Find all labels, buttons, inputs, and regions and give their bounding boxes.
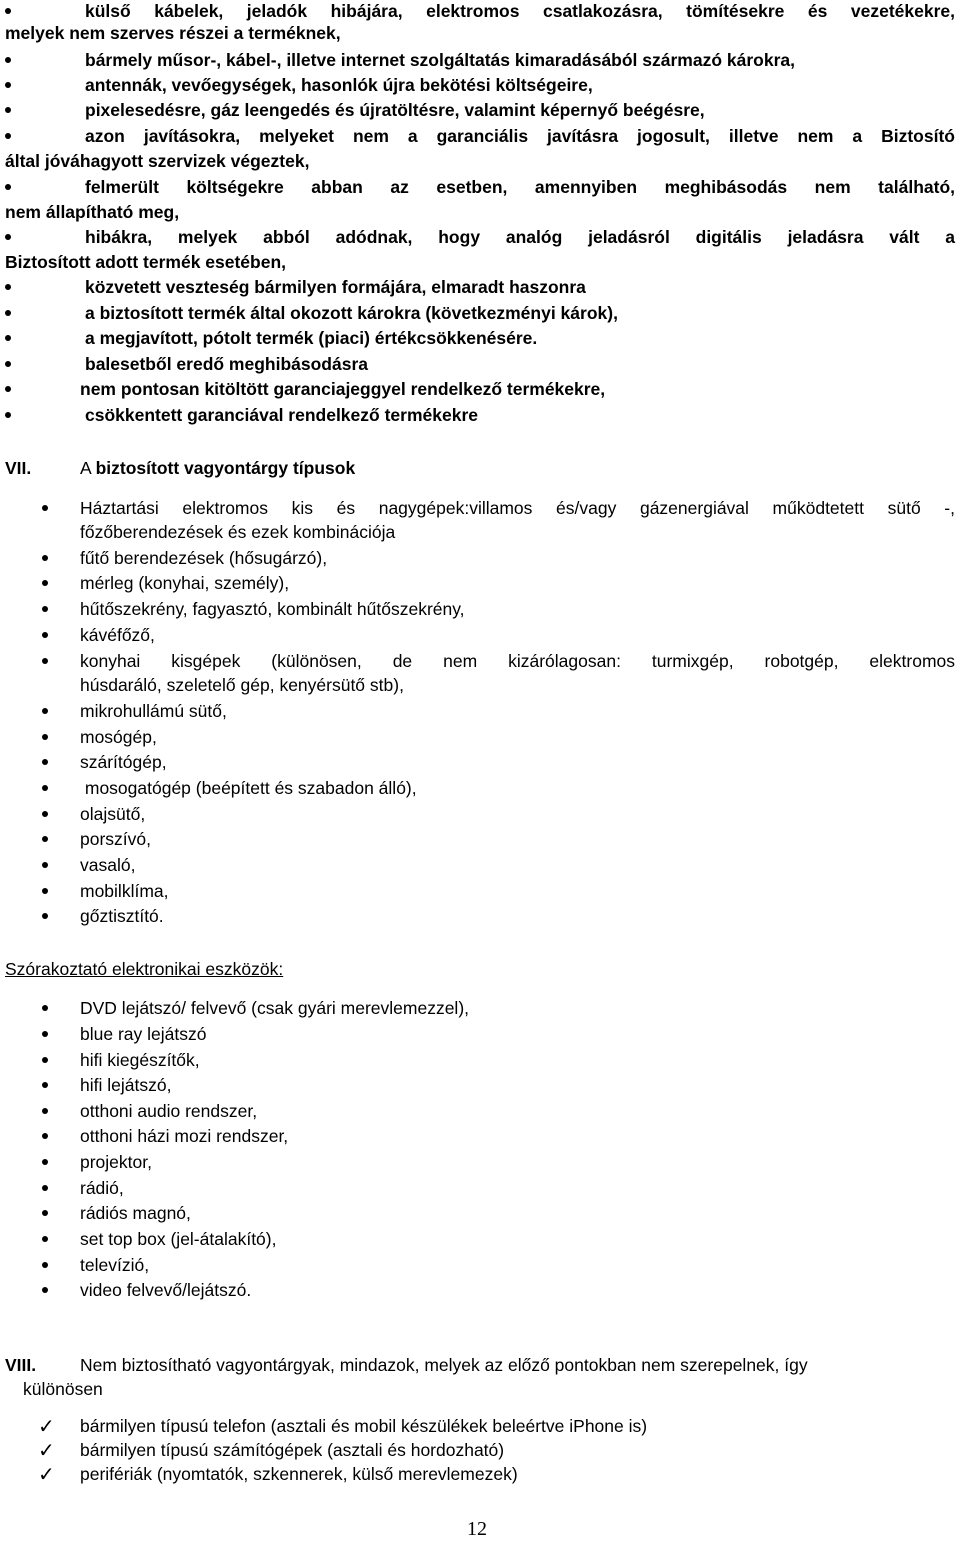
section-8-text: Nem biztosítható vagyontárgyak, mindazok, melyek az előző pontokban nem szerepelnek, így	[80, 1355, 808, 1375]
list-item: azon javításokra, melyeket nem a garanciális javításra jogosult, illetve nem a Biztosító	[85, 126, 955, 146]
list-item: balesetből eredő meghibásodásra	[85, 354, 369, 374]
list-item: fűtő berendezések (hősugárzó),	[80, 548, 328, 568]
list-item: csökkentett garanciával rendelkező termékekre	[85, 405, 478, 425]
bullet-icon	[5, 133, 11, 139]
list-item: konyhai kisgépek (különösen, de nem kizárólagosan: turmixgép, robotgép, elektromos	[80, 651, 955, 671]
list-item: video felvevő/lejátszó.	[80, 1280, 252, 1300]
list-item: hifi lejátszó,	[80, 1075, 172, 1095]
list-item: blue ray lejátszó	[80, 1024, 207, 1044]
bullet-icon	[42, 580, 48, 586]
bullet-icon	[42, 606, 48, 612]
entertainment-heading: Szórakoztató elektronikai eszközök:	[5, 959, 284, 979]
bullet-icon	[42, 785, 48, 791]
list-item: bármilyen típusú számítógépek (asztali és hordozható)	[80, 1440, 505, 1460]
list-item-cont: főzőberendezések és ezek kombinációja	[80, 522, 396, 542]
list-item: hifi kiegészítők,	[80, 1050, 200, 1070]
checkmark-icon: ✓	[38, 1438, 55, 1462]
list-item: bármilyen típusú telefon (asztali és mobil készülékek beleértve iPhone is)	[80, 1416, 648, 1436]
bullet-icon	[42, 1210, 48, 1216]
bullet-icon	[42, 555, 48, 561]
list-item: külső kábelek, jeladók hibájára, elektromos csatlakozásra, tömítésekre és vezetékekre,	[85, 1, 955, 21]
bullet-icon	[42, 836, 48, 842]
bullet-icon	[42, 505, 48, 511]
bullet-icon	[42, 1287, 48, 1293]
list-item: kávéfőző,	[80, 625, 155, 645]
list-item: perifériák (nyomtatók, szkennerek, külső merevlemezek)	[80, 1464, 518, 1484]
list-item: DVD lejátszó/ felvevő (csak gyári merevlemezzel),	[80, 998, 470, 1018]
bullet-icon	[5, 82, 11, 88]
section-7-number: VII.	[5, 458, 32, 478]
bullet-icon	[42, 811, 48, 817]
list-item: gőztisztító.	[80, 906, 164, 926]
list-item: mobilklíma,	[80, 881, 169, 901]
list-item: a megjavított, pótolt termék (piaci) értékcsökkenésére.	[85, 328, 538, 348]
list-item: bármely műsor-, kábel-, illetve internet szolgáltatás kimaradásából származó károkra,	[85, 50, 796, 70]
bullet-icon	[42, 632, 48, 638]
bullet-icon	[42, 1236, 48, 1242]
list-item: antennák, vevőegységek, hasonlók újra bekötési költségeire,	[85, 75, 593, 95]
list-item: szárítógép,	[80, 752, 167, 772]
list-item: hűtőszekrény, fagyasztó, kombinált hűtőszekrény,	[80, 599, 465, 619]
list-item-cont: által jóváhagyott szervizek végeztek,	[5, 151, 310, 171]
bullet-icon	[5, 57, 11, 63]
bullet-icon	[5, 361, 11, 367]
list-item: mosógép,	[80, 727, 157, 747]
list-item: felmerült költségekre abban az esetben, amennyiben meghibásodás nem található,	[85, 177, 955, 197]
bullet-icon	[42, 1262, 48, 1268]
bullet-icon	[42, 734, 48, 740]
list-item: nem pontosan kitöltött garanciajeggyel rendelkező termékekre,	[80, 379, 606, 399]
section-8-number: VIII.	[5, 1355, 37, 1375]
list-item: set top box (jel-átalakító),	[80, 1229, 277, 1249]
list-item: olajsütő,	[80, 804, 146, 824]
bullet-icon	[42, 1108, 48, 1114]
list-item: projektor,	[80, 1152, 152, 1172]
list-item: a biztosított termék által okozott károkra (következményi károk),	[85, 303, 618, 323]
bullet-icon	[42, 1005, 48, 1011]
list-item: mosogatógép (beépített és szabadon álló),	[80, 778, 417, 798]
list-item-cont: Biztosított adott termék esetében,	[5, 252, 287, 272]
list-item: mérleg (konyhai, személy),	[80, 573, 290, 593]
page-number: 12	[467, 1518, 487, 1540]
bullet-icon	[42, 1031, 48, 1037]
list-item: mikrohullámú sütő,	[80, 701, 227, 721]
list-item: pixelesedésre, gáz leengedés és újratöltésre, valamint képernyő beégésre,	[85, 100, 705, 120]
list-item-cont: nem állapítható meg,	[5, 202, 180, 222]
bullet-icon	[42, 1185, 48, 1191]
list-item: porszívó,	[80, 829, 151, 849]
list-item: televízió,	[80, 1255, 150, 1275]
section-7-title	[80, 457, 355, 479]
bullet-icon	[5, 386, 11, 392]
bullet-icon	[5, 412, 11, 418]
bullet-icon	[42, 913, 48, 919]
bullet-icon	[5, 8, 11, 14]
list-item: otthoni házi mozi rendszer,	[80, 1126, 289, 1146]
list-item: otthoni audio rendszer,	[80, 1101, 258, 1121]
bullet-icon	[42, 1082, 48, 1088]
checkmark-icon: ✓	[38, 1462, 55, 1486]
bullet-icon	[42, 708, 48, 714]
bullet-icon	[42, 759, 48, 765]
list-item: rádió,	[80, 1178, 124, 1198]
list-item-cont: melyek nem szerves részei a terméknek,	[5, 23, 341, 43]
list-item-cont: húsdaráló, szeletelő gép, kenyérsütő stb),	[80, 675, 404, 695]
list-item: rádiós magnó,	[80, 1203, 191, 1223]
list-item: hibákra, melyek abból adódnak, hogy analóg jeladásról digitális jeladásra vált a	[85, 227, 955, 247]
bullet-icon	[5, 284, 11, 290]
section-7-title-text: biztosított vagyontárgy típusok	[95, 458, 356, 478]
bullet-icon	[42, 1133, 48, 1139]
list-item: vasaló,	[80, 855, 136, 875]
bullet-icon	[5, 234, 11, 240]
list-item: közvetett veszteség bármilyen formájára, elmaradt haszonra	[85, 277, 586, 297]
checkmark-icon: ✓	[38, 1414, 55, 1438]
bullet-icon	[42, 1057, 48, 1063]
section-8-text-cont: különösen	[23, 1379, 103, 1399]
bullet-icon	[5, 310, 11, 316]
bullet-icon	[42, 862, 48, 868]
bullet-icon	[5, 184, 11, 190]
bullet-icon	[42, 888, 48, 894]
section-7-title-prefix: A	[80, 458, 91, 478]
bullet-icon	[5, 107, 11, 113]
list-item: Háztartási elektromos kis és nagygépek:villamos és/vagy gázenergiával működtetett sütő -,	[80, 498, 955, 518]
bullet-icon	[5, 335, 11, 341]
bullet-icon	[42, 1159, 48, 1165]
bullet-icon	[42, 658, 48, 664]
